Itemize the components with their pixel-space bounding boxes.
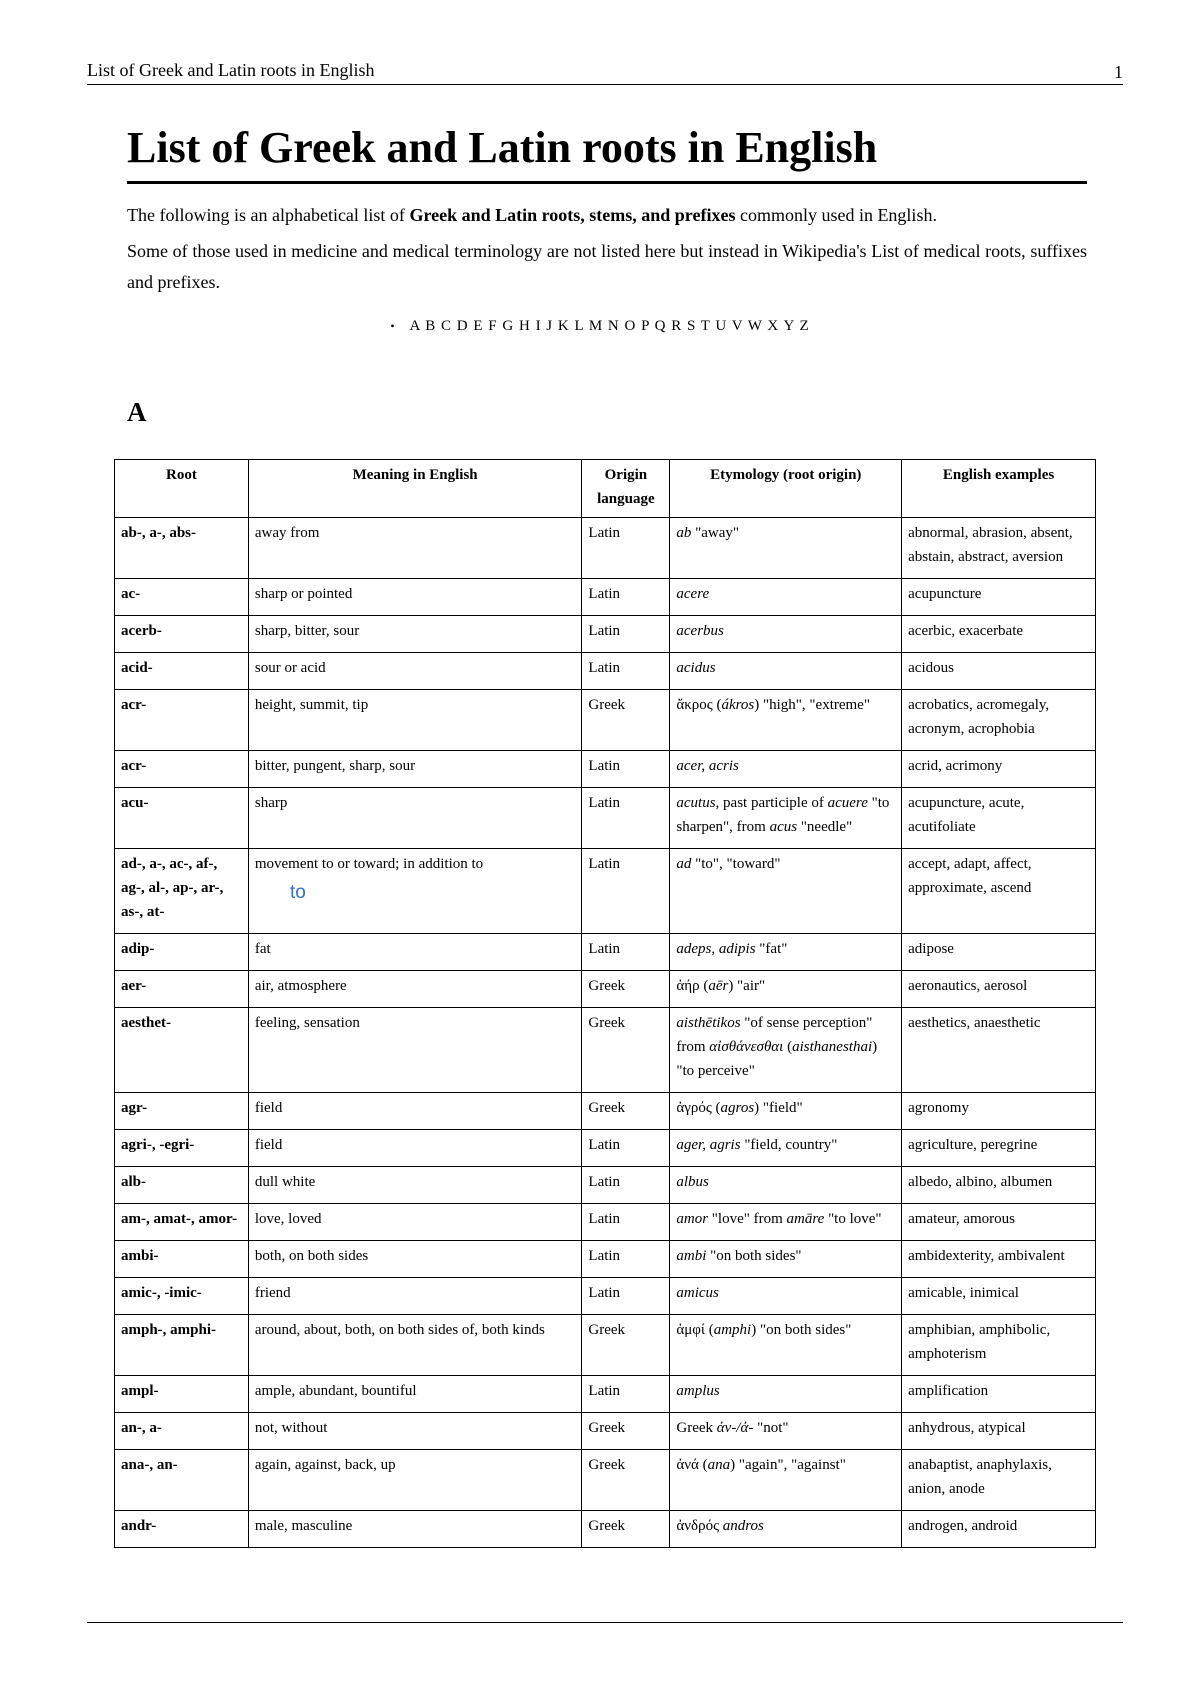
etymology-cell — [670, 751, 902, 788]
table-row — [115, 690, 1096, 751]
examples-cell: acupuncture, acute, acutifoliate — [902, 788, 1096, 849]
table-row — [115, 849, 1096, 934]
etymology-term: αἰσθάνεσθαι — [709, 1039, 784, 1055]
meaning-cell: love, loved — [248, 1204, 582, 1241]
letter-index-links[interactable]: A B C D E F G H I J K L M N O P Q R S T U V W X Y Z — [409, 318, 810, 334]
etymology-term: andros — [722, 1518, 764, 1534]
etymology-term: amicus — [676, 1285, 719, 1301]
etymology-cell — [670, 1093, 902, 1130]
table-row — [115, 1315, 1096, 1376]
etymology-cell — [670, 1315, 902, 1376]
table-row — [115, 1511, 1096, 1548]
table-row — [115, 616, 1096, 653]
etymology-text: "needle" — [797, 819, 853, 835]
meaning-cell: air, atmosphere — [248, 971, 582, 1008]
etymology-text: "to", "toward" — [691, 856, 781, 872]
etymology-text: ) "field" — [754, 1100, 803, 1116]
etymology-cell — [670, 1278, 902, 1315]
etymology-text: ἀγρός ( — [676, 1100, 721, 1116]
meaning-cell: ample, abundant, bountiful — [248, 1376, 582, 1413]
root-cell: an-, a- — [115, 1413, 249, 1450]
etymology-text: "away" — [691, 525, 740, 541]
origin-cell: Latin — [582, 518, 670, 579]
table-row — [115, 1167, 1096, 1204]
etymology-term: ager, agris — [676, 1137, 741, 1153]
origin-cell: Greek — [582, 1008, 670, 1093]
etymology-term: amor — [676, 1211, 709, 1227]
examples-cell: acrid, acrimony — [902, 751, 1096, 788]
intro — [127, 200, 1087, 303]
etymology-text: "to love" — [824, 1211, 882, 1227]
root-cell: acerb- — [115, 616, 249, 653]
root-cell: andr- — [115, 1511, 249, 1548]
section-heading-a: A — [127, 397, 147, 427]
origin-cell: Greek — [582, 1450, 670, 1511]
table-row — [115, 579, 1096, 616]
page-title: List of Greek and Latin roots in English — [127, 117, 1087, 184]
etymology-cell — [670, 579, 902, 616]
examples-cell: agriculture, peregrine — [902, 1130, 1096, 1167]
origin-cell: Greek — [582, 1093, 670, 1130]
root-cell: alb- — [115, 1167, 249, 1204]
root-cell: acr- — [115, 751, 249, 788]
etymology-cell — [670, 1167, 902, 1204]
etymology-term: adeps, adipis — [676, 941, 756, 957]
etymology-text: "fat" — [755, 941, 788, 957]
etymology-cell — [670, 971, 902, 1008]
etymology-cell — [670, 518, 902, 579]
etymology-term: aisthanesthai — [792, 1039, 873, 1055]
origin-cell: Greek — [582, 971, 670, 1008]
table-row — [115, 934, 1096, 971]
etymology-cell — [670, 653, 902, 690]
meaning-cell: around, about, both, on both sides of, both kinds — [248, 1315, 582, 1376]
table-row — [115, 1093, 1096, 1130]
etymology-text: ) "to perceive" — [676, 1039, 878, 1079]
etymology-term: acere — [676, 586, 710, 602]
table-row — [115, 1413, 1096, 1450]
table-row — [115, 653, 1096, 690]
table-row — [115, 1376, 1096, 1413]
etymology-text: ) "again", "against" — [730, 1457, 846, 1473]
etymology-text: ἀνά ( — [676, 1457, 708, 1473]
etymology-cell — [670, 1376, 902, 1413]
etymology-text: ) "high", "extreme" — [754, 697, 870, 713]
etymology-text: "to sharpen", from — [676, 795, 890, 835]
etymology-text: ( — [783, 1039, 793, 1055]
examples-cell: aeronautics, aerosol — [902, 971, 1096, 1008]
meaning-cell: sharp — [248, 788, 582, 849]
intro-text: The following is an alphabetical list of — [127, 205, 410, 225]
table-row — [115, 1278, 1096, 1315]
root-cell: amph-, amphi- — [115, 1315, 249, 1376]
etymology-term: acidus — [676, 660, 716, 676]
header-origin: Origin language — [582, 460, 670, 518]
table-row — [115, 1204, 1096, 1241]
origin-cell: Latin — [582, 653, 670, 690]
examples-cell: amplification — [902, 1376, 1096, 1413]
examples-cell: amicable, inimical — [902, 1278, 1096, 1315]
etymology-term: albus — [676, 1174, 709, 1190]
etymology-term: ab — [676, 525, 692, 541]
etymology-cell — [670, 1450, 902, 1511]
root-cell: ad-, a-, ac-, af-, ag-, al-, ap-, ar-, as-, at- — [115, 849, 249, 934]
root-cell: acu- — [115, 788, 249, 849]
origin-cell: Latin — [582, 1130, 670, 1167]
root-cell: ab-, a-, abs- — [115, 518, 249, 579]
root-cell: adip- — [115, 934, 249, 971]
etymology-term: acerbus — [676, 623, 724, 639]
origin-cell: Greek — [582, 1315, 670, 1376]
root-cell: aesthet- — [115, 1008, 249, 1093]
meaning-cell: sharp or pointed — [248, 579, 582, 616]
intro-bold-text: Greek and Latin roots, stems, and prefixes — [409, 205, 736, 225]
table-row — [115, 1008, 1096, 1093]
meaning-cell: away from — [248, 518, 582, 579]
etymology-term: amphi — [713, 1322, 752, 1338]
examples-cell: abnormal, abrasion, absent, abstain, abstract, aversion — [902, 518, 1096, 579]
intro-paragraph-1 — [127, 200, 1087, 231]
etymology-term: ambi — [676, 1248, 707, 1264]
etymology-term: ad — [676, 856, 692, 872]
meaning-cell: field — [248, 1130, 582, 1167]
etymology-text: "not" — [753, 1420, 789, 1436]
meaning-cell: male, masculine — [248, 1511, 582, 1548]
etymology-text: "of sense perception" from — [676, 1015, 873, 1055]
etymology-cell — [670, 1204, 902, 1241]
root-cell: amic-, -imic- — [115, 1278, 249, 1315]
etymology-text: ἀήρ ( — [676, 978, 709, 994]
etymology-text: "on both sides" — [706, 1248, 802, 1264]
root-cell: acr- — [115, 690, 249, 751]
origin-cell: Greek — [582, 1511, 670, 1548]
etymology-text: ) "on both sides" — [751, 1322, 852, 1338]
running-header-title: List of Greek and Latin roots in English — [87, 60, 375, 80]
etymology-cell — [670, 788, 902, 849]
root-cell: ambi- — [115, 1241, 249, 1278]
meaning-cell: feeling, sensation — [248, 1008, 582, 1093]
meaning-cell: again, against, back, up — [248, 1450, 582, 1511]
etymology-term: acuere — [827, 795, 868, 811]
etymology-term: amplus — [676, 1383, 720, 1399]
etymology-cell — [670, 1130, 902, 1167]
examples-cell: aesthetics, anaesthetic — [902, 1008, 1096, 1093]
examples-cell: adipose — [902, 934, 1096, 971]
etymology-text: "love" from — [708, 1211, 787, 1227]
examples-cell: amphibian, amphibolic, amphoterism — [902, 1315, 1096, 1376]
table-row — [115, 971, 1096, 1008]
footer-rule — [87, 1622, 1123, 1623]
etymology-text: ἄκρος ( — [676, 697, 722, 713]
etymology-text: ἀμφί ( — [676, 1322, 714, 1338]
meaning-cell: fat — [248, 934, 582, 971]
root-cell: ampl- — [115, 1376, 249, 1413]
meaning-cell: sharp, bitter, sour — [248, 616, 582, 653]
origin-cell: Latin — [582, 616, 670, 653]
meaning-cell: both, on both sides — [248, 1241, 582, 1278]
examples-cell: anabaptist, anaphylaxis, anion, anode — [902, 1450, 1096, 1511]
etymology-cell — [670, 1511, 902, 1548]
etymology-cell — [670, 1413, 902, 1450]
stray-annotation: to — [290, 882, 306, 903]
table-header-row — [115, 460, 1096, 518]
examples-cell: androgen, android — [902, 1511, 1096, 1548]
table-row — [115, 518, 1096, 579]
header-meaning: Meaning in English — [248, 460, 582, 518]
examples-cell: acrobatics, acromegaly, acronym, acrophobia — [902, 690, 1096, 751]
examples-cell: anhydrous, atypical — [902, 1413, 1096, 1450]
examples-cell: acupuncture — [902, 579, 1096, 616]
origin-cell: Latin — [582, 1278, 670, 1315]
origin-cell: Latin — [582, 579, 670, 616]
letter-index — [0, 318, 1200, 335]
etymology-term: aēr — [708, 978, 729, 994]
origin-cell: Latin — [582, 788, 670, 849]
etymology-term: amāre — [786, 1211, 825, 1227]
etymology-cell — [670, 1008, 902, 1093]
etymology-text: ἀνδρός — [676, 1518, 723, 1534]
etymology-cell — [670, 616, 902, 653]
table-row — [115, 788, 1096, 849]
origin-cell: Latin — [582, 1167, 670, 1204]
etymology-cell — [670, 690, 902, 751]
root-cell: agr- — [115, 1093, 249, 1130]
header-etymology: Etymology (root origin) — [670, 460, 902, 518]
meaning-cell: movement to or toward; in addition to — [248, 849, 582, 934]
meaning-cell: height, summit, tip — [248, 690, 582, 751]
examples-cell: accept, adapt, affect, approximate, ascend — [902, 849, 1096, 934]
etymology-term: acus — [769, 819, 798, 835]
etymology-cell — [670, 934, 902, 971]
examples-cell: ambidexterity, ambivalent — [902, 1241, 1096, 1278]
origin-cell: Greek — [582, 1413, 670, 1450]
origin-cell: Latin — [582, 934, 670, 971]
examples-cell: agronomy — [902, 1093, 1096, 1130]
etymology-text: Greek — [676, 1420, 717, 1436]
header-root: Root — [115, 460, 249, 518]
page-number: 1 — [1114, 62, 1123, 82]
meaning-cell: field — [248, 1093, 582, 1130]
origin-cell: Latin — [582, 1376, 670, 1413]
meaning-cell: dull white — [248, 1167, 582, 1204]
origin-cell: Latin — [582, 1241, 670, 1278]
table-row — [115, 1450, 1096, 1511]
table-row — [115, 751, 1096, 788]
intro-text-end: commonly used in English. — [735, 205, 937, 225]
etymology-text: ) "air" — [728, 978, 766, 994]
root-cell: agri-, -egri- — [115, 1130, 249, 1167]
meaning-cell: not, without — [248, 1413, 582, 1450]
etymology-term: ἀν-/ἀ- — [716, 1420, 754, 1436]
etymology-text: , past participle of — [715, 795, 828, 811]
examples-cell: amateur, amorous — [902, 1204, 1096, 1241]
origin-cell: Latin — [582, 849, 670, 934]
etymology-cell — [670, 849, 902, 934]
etymology-term: acutus — [676, 795, 716, 811]
etymology-term: agros — [720, 1100, 755, 1116]
examples-cell: albedo, albino, albumen — [902, 1167, 1096, 1204]
table-row — [115, 1130, 1096, 1167]
header-examples: English examples — [902, 460, 1096, 518]
etymology-text: "field, country" — [740, 1137, 838, 1153]
running-header — [87, 58, 1123, 85]
examples-cell: acerbic, exacerbate — [902, 616, 1096, 653]
etymology-cell — [670, 1241, 902, 1278]
meaning-cell: bitter, pungent, sharp, sour — [248, 751, 582, 788]
roots-table — [114, 459, 1096, 1548]
bullet-icon: • — [390, 319, 396, 333]
meaning-cell: friend — [248, 1278, 582, 1315]
origin-cell: Latin — [582, 1204, 670, 1241]
etymology-term: ákros — [721, 697, 755, 713]
origin-cell: Latin — [582, 751, 670, 788]
etymology-term: aisthētikos — [676, 1015, 741, 1031]
root-cell: aer- — [115, 971, 249, 1008]
table-row — [115, 1241, 1096, 1278]
root-cell: am-, amat-, amor- — [115, 1204, 249, 1241]
table-body — [115, 518, 1096, 1548]
etymology-term: acer, acris — [676, 758, 739, 774]
etymology-term: ana — [707, 1457, 731, 1473]
meaning-cell: sour or acid — [248, 653, 582, 690]
root-cell: acid- — [115, 653, 249, 690]
examples-cell: acidous — [902, 653, 1096, 690]
origin-cell: Greek — [582, 690, 670, 751]
intro-paragraph-2: Some of those used in medicine and medical terminology are not listed here but instead in Wikipedia's List of medical roots, suffixes and prefixes. — [127, 241, 1087, 292]
root-cell: ac- — [115, 579, 249, 616]
root-cell: ana-, an- — [115, 1450, 249, 1511]
